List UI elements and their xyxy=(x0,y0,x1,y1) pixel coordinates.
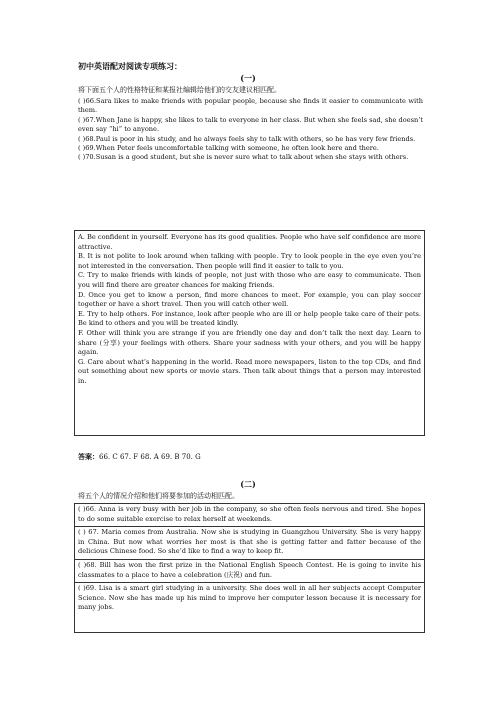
option-c: C. Try to make friends with kinds of people, not just with those who are easy to communicate. Then you will find there are greater chances for making friends. xyxy=(78,271,421,289)
section2-heading: (二) xyxy=(240,479,256,489)
section1-heading: (一) xyxy=(240,73,256,83)
section1-instruction: 将下面五个人的性格特征和某报社编辑给他们的交友建议相匹配。 xyxy=(78,86,281,94)
question-69: ( )69.When Peter feels uncomfortable talking with someone, he often look here and there. xyxy=(78,144,379,153)
option-g: G. Care about what’s happening in the world. Read more newspapers, listen to the top CDs, and find out something about new sports or movie stars. Then talk about things that a person may interested in. xyxy=(78,357,421,385)
document-title: 初中英语配对阅读专项练习： xyxy=(78,61,182,71)
option-b: B. It is not polite to look around when talking with people. Try to look people in the eye even you’re not interested in the conversation. Then people will find it easier to talk to you. xyxy=(78,252,421,270)
question-67: ( )67.When Jane is happy, she likes to talk to everyone in her class. But when she feels sad, she doesn’t even say “hi” to anyone. xyxy=(78,115,423,134)
question-68: ( )68.Paul is poor in his study, and he always feels shy to talk with others, so he has very few friends. xyxy=(78,134,416,143)
option-f: F. Other will think you are strange if you are friendly one day and don’t talk the next day. Learn to share (分享) your feelings with others. Share your sadness with your others, and you will be happy again. xyxy=(78,328,421,357)
question-70: ( )70.Susan is a good student, but she is never sure what to talk about when she stays with others. xyxy=(78,153,409,162)
person-66: ( )66. Anna is very busy with her job in the company, so she often feels nervous and tired. She hopes to do some suitable exercise to relax herself at weekends. xyxy=(75,504,424,527)
option-d: D. Once you get to know a person, find more chances to meet. For example, you can play soccer together or have a short travel. Then you will catch other well. xyxy=(78,290,421,309)
person-68: ( )68. Bill has won the first prize in the National English Speech Contest. He is going to invite his classmates to a place to have a celebration (庆祝) and fun. xyxy=(75,560,424,583)
question-list xyxy=(78,97,423,163)
answer-text: 66. C 67. F 68. A 69. B 70. G xyxy=(99,453,201,461)
person-69: ( )69. Lisa is a smart girl studying in a university. She does well in all her subjects accept Computer Science. Now she has made up his mind to improve her computer lesson because it is necessary for many jobs. xyxy=(78,584,421,612)
option-a: A. Be confident in yourself. Everyone has its good qualities. People who have self confidence are more attractive. xyxy=(78,233,421,251)
option-e: E. Try to help others. For instance, look after people who are ill or help people take care of their pets. Be kind to others and you will be treated kindly. xyxy=(78,309,421,328)
answer-label: 答案： xyxy=(78,452,99,461)
section2-instruction: 将五个人的情况介绍和他们将要参加的活动相匹配。 xyxy=(78,492,239,500)
person-67: ( ) 67. Maria comes from Australia. Now she is studying in Guangzhou University. She is very happy in China. But now what worries her most is that she is getting fatter and fatter because of the delicious Chinese food. So she’d like to find a way to keep fit. xyxy=(75,527,424,560)
section2-table xyxy=(74,503,425,633)
options-box xyxy=(74,230,425,436)
question-66: ( )66.Sara likes to make friends with popular people, because she finds it easier to communicate with them. xyxy=(78,97,423,115)
answer-line xyxy=(78,452,201,462)
